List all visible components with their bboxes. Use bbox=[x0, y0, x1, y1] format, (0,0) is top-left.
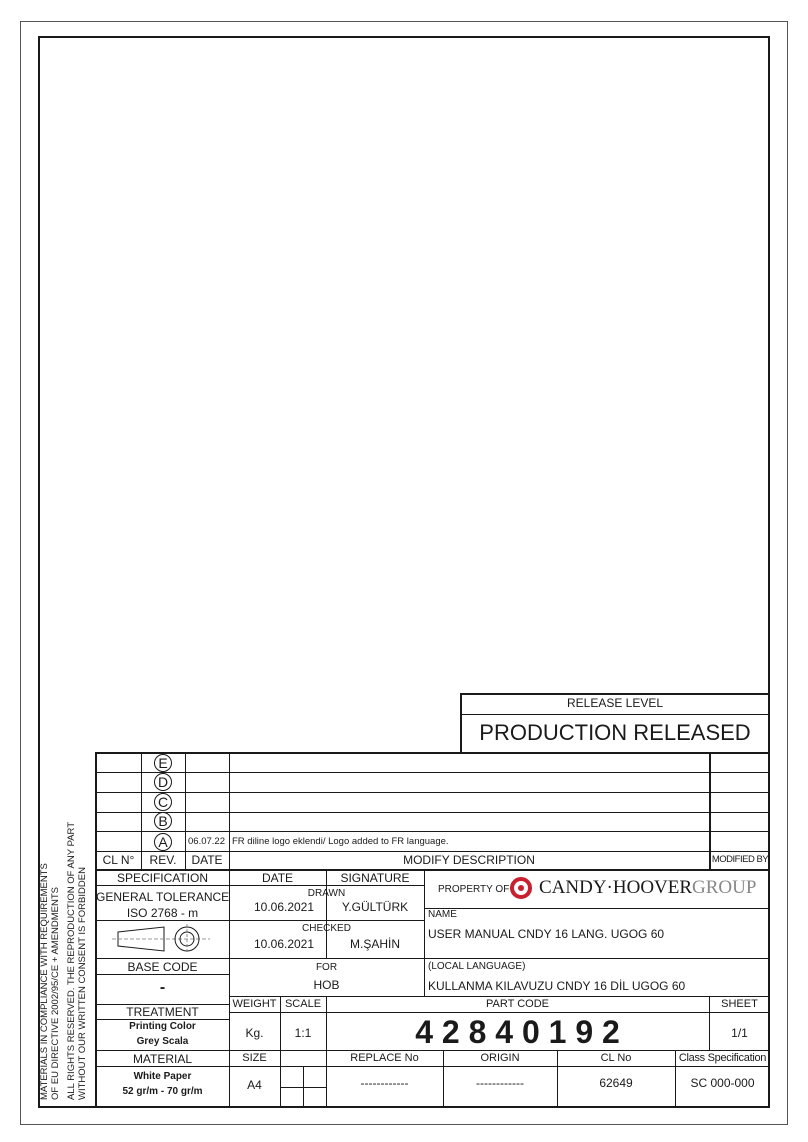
release-level-label: RELEASE LEVEL bbox=[566, 696, 664, 710]
treatment-label: TREATMENT bbox=[126, 1005, 199, 1019]
for-value: HOB bbox=[313, 978, 340, 992]
material-line2: 52 gr/m - 70 gr/m bbox=[122, 1086, 203, 1097]
company-group: GROUP bbox=[692, 877, 757, 898]
sheet-label: SHEET bbox=[721, 998, 758, 1010]
revision-a-description: FR diline logo eklendi/ Logo added to FR language. bbox=[232, 836, 449, 847]
revision-letter-c: C bbox=[154, 793, 172, 811]
size-label: SIZE bbox=[242, 1052, 267, 1064]
material-line1: White Paper bbox=[133, 1071, 192, 1082]
size-value: A4 bbox=[247, 1078, 262, 1092]
base-code-value: - bbox=[159, 979, 166, 996]
revision-letter-b: B bbox=[154, 812, 172, 830]
treatment-line1: Printing Color bbox=[129, 1021, 196, 1032]
side-notice-line2: OF EU DIRECTIVE 2002/95/CE + AMENDMENTS bbox=[49, 886, 61, 1100]
name-label: NAME bbox=[428, 909, 457, 920]
cl-no-value: 62649 bbox=[599, 1076, 633, 1090]
sheet-value: 1/1 bbox=[731, 1026, 748, 1040]
drawn-label: DRAWN bbox=[307, 888, 346, 899]
iso-standard: ISO 2768 - m bbox=[126, 906, 199, 920]
scale-label: SCALE bbox=[284, 998, 322, 1010]
projection-symbol-icon bbox=[112, 924, 212, 954]
side-notice-line3: ALL RIGHTS RESERVED. THE REPRODUCTION OF ANY PART bbox=[66, 821, 77, 1100]
drawn-date: 10.06.2021 bbox=[253, 900, 315, 914]
replace-no-label: REPLACE No bbox=[350, 1052, 419, 1064]
origin-value: ------------ bbox=[476, 1076, 524, 1090]
release-status: PRODUCTION RELEASED bbox=[479, 720, 751, 745]
candy-hoover-logo-icon bbox=[510, 877, 532, 899]
replace-no-value: ------------ bbox=[360, 1076, 409, 1090]
material-label: MATERIAL bbox=[132, 1052, 193, 1066]
header-modified-by: MODIFIED BY bbox=[711, 854, 769, 865]
revision-a-date: 06.07.22 bbox=[188, 836, 225, 847]
name-value: USER MANUAL CNDY 16 LANG. UGOG 60 bbox=[428, 927, 665, 941]
header-modify-description: MODIFY DESCRIPTION bbox=[403, 853, 535, 867]
revision-letter-a: A bbox=[154, 833, 172, 851]
base-code-label: BASE CODE bbox=[127, 960, 198, 974]
for-label: FOR bbox=[315, 962, 338, 973]
weight-label: WEIGHT bbox=[232, 998, 277, 1010]
specification-label: SPECIFICATION bbox=[116, 871, 209, 885]
treatment-line2: Grey Scala bbox=[136, 1036, 189, 1047]
drawn-by: Y.GÜLTÜRK bbox=[341, 900, 409, 914]
class-specification-value: SC 000-000 bbox=[690, 1076, 755, 1090]
approval-date-label: DATE bbox=[261, 871, 294, 885]
company-brand: CANDY·HOOVER bbox=[539, 877, 693, 898]
general-tolerance-label: GENERAL TOLERANCE bbox=[96, 890, 230, 904]
cl-no-label: CL No bbox=[600, 1052, 632, 1064]
part-code-value: 4 2 8 4 0 1 9 2 bbox=[415, 1014, 620, 1050]
revision-letter-e: E bbox=[154, 754, 172, 772]
side-notice bbox=[39, 821, 88, 1100]
checked-by: M.ŞAHİN bbox=[349, 937, 400, 951]
part-code-label: PART CODE bbox=[486, 998, 549, 1010]
side-notice-line4: WITHOUT OUR WRITTEN CONSENT IS FORBIDDEN bbox=[76, 867, 88, 1100]
header-date: DATE bbox=[191, 853, 223, 867]
side-notice-line1: MATERIALS IN COMPLIANCE WITH REQUIREMENTS bbox=[39, 863, 50, 1100]
approval-signature-label: SIGNATURE bbox=[340, 871, 410, 885]
local-language-value: KULLANMA KILAVUZU CNDY 16 DİL UGOG 60 bbox=[428, 979, 686, 993]
checked-label: CHECKED bbox=[302, 923, 351, 934]
header-cl-no: CL N° bbox=[102, 853, 135, 867]
local-language-label: (LOCAL LANGUAGE) bbox=[428, 961, 526, 972]
property-of-label: PROPERTY OF bbox=[438, 884, 510, 895]
checked-date: 10.06.2021 bbox=[253, 937, 315, 951]
weight-value: Kg. bbox=[245, 1026, 264, 1040]
scale-value: 1:1 bbox=[294, 1026, 312, 1040]
header-rev: REV. bbox=[149, 853, 177, 867]
class-specification-label: Class Specification bbox=[678, 1052, 767, 1064]
revision-letter-d: D bbox=[154, 773, 172, 791]
origin-label: ORIGIN bbox=[480, 1052, 520, 1064]
